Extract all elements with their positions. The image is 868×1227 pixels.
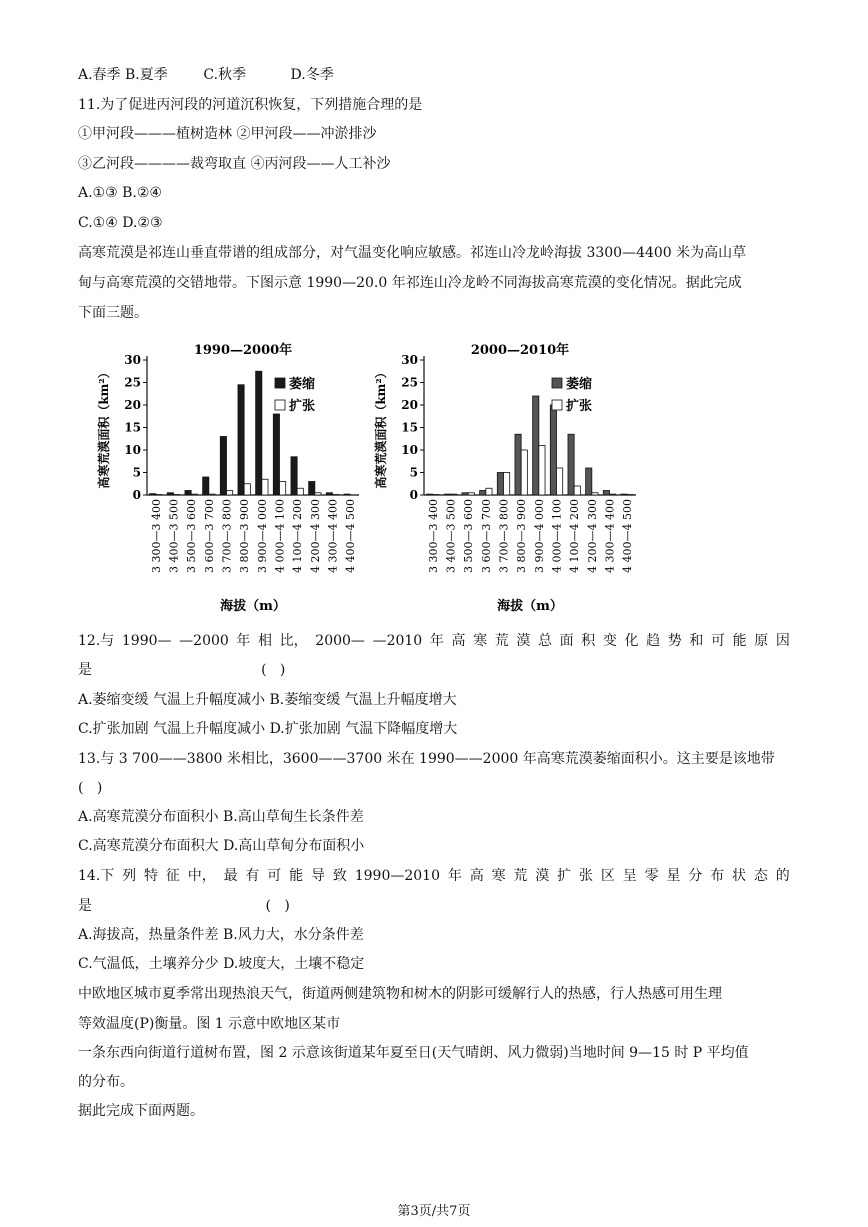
stem-word: 年 [236, 633, 251, 649]
stem-word: 1990—2010 [354, 868, 440, 884]
q13-options-cd: C.高寒荒漠分布面积大 D.高山草甸分布面积小 [78, 838, 365, 854]
bar-expand [468, 493, 474, 495]
bar-shrink [444, 494, 450, 495]
stem-word: 年 [447, 868, 462, 884]
intro-line-1: 高寒荒漠是祁连山垂直带谱的组成部分，对气温变化响应敏感。祁连山冷龙岭海拔 3300—4400 米为高山草 [78, 245, 747, 261]
chart-title: 2000—2010年 [470, 343, 570, 358]
q12-options-ab: A.萎缩变缓 气温上升幅度减小 B.萎缩变缓 气温上升幅度增大 [78, 692, 457, 708]
passage2-line-3: 一条东西向街道行道树布置，图 2 示意该街道某年夏至日(天气晴朗、风力微弱)当地时间 9—15 时 P 平均值 [78, 1045, 749, 1061]
legend-label: 扩张 [289, 399, 316, 414]
stem-word: 变 [602, 633, 617, 649]
stem-word: —2000 [179, 633, 229, 649]
y-tick-label: 15 [124, 420, 141, 435]
stem-word: 势 [667, 633, 682, 649]
bar-expand [191, 494, 197, 495]
stem-word: 原 [754, 633, 769, 649]
bar-expand [297, 488, 303, 495]
stem-word: 中， [187, 868, 216, 884]
bar-shrink [497, 473, 503, 496]
stem-word: 状 [732, 868, 747, 884]
stem-word: 态 [753, 868, 768, 884]
legend-swatch [552, 400, 562, 410]
x-tick-label [256, 499, 269, 573]
stem-word: 14.下 [78, 868, 115, 884]
passage2-line-4: 的分布。 [78, 1074, 134, 1090]
stem-word: 扩 [557, 868, 572, 884]
x-tick-label [291, 499, 304, 573]
bar-shrink [220, 437, 226, 496]
stem-word: 可 [267, 868, 282, 884]
stem-word: —2010 [372, 633, 423, 649]
q14-options-ab: A.海拔高，热量条件差 B.风力大，水分条件差 [78, 927, 364, 943]
bar-expand [504, 473, 510, 496]
q12-stem-end: 是 ( ) [78, 662, 286, 678]
stem-word: 星 [666, 868, 681, 884]
stem-word: 最 [223, 868, 238, 884]
y-tick-label: 20 [401, 398, 418, 412]
bar-shrink [603, 491, 609, 496]
stem-word: 荒 [494, 633, 509, 649]
stem-word: 积 [581, 633, 596, 649]
q11-options-ab: A.①③ B.②④ [78, 185, 162, 201]
x-tick-label: 3 400—3 500 [167, 499, 181, 573]
bar-shrink [238, 385, 244, 495]
x-tick-label: 4 200—4 300 [308, 499, 322, 573]
stem-word: 张 [579, 868, 593, 884]
q11-stem: 11.为了促进丙河段的河道沉积恢复，下列措施合理的是 [78, 97, 423, 113]
q11-statements-2: ③乙河段————裁弯取直 ④丙河段——人工补沙 [78, 156, 391, 172]
stem-word: 分 [688, 868, 703, 884]
legend-label: 萎缩 [289, 377, 316, 392]
bar-shrink [515, 434, 521, 495]
x-tick-label: 3 800—3 900 [238, 499, 252, 573]
q14-stem [78, 867, 790, 885]
y-tick-label: 5 [132, 465, 141, 480]
stem-word: 能 [732, 633, 747, 649]
x-tick-label [274, 499, 287, 573]
bar-expand [557, 468, 563, 495]
x-tick-label [221, 499, 234, 573]
stem-word: 比， [279, 633, 308, 649]
bar-expand [574, 486, 580, 495]
stem-word: 和 [689, 633, 704, 649]
stem-word: 荒 [513, 868, 528, 884]
bar-shrink [167, 493, 173, 495]
bar-expand [262, 479, 268, 495]
y-tick-label: 30 [401, 353, 418, 367]
bar-shrink [256, 371, 262, 495]
bar-expand [486, 488, 492, 495]
q13-options-ab: A.高寒荒漠分布面积小 B.高山草甸生长条件差 [78, 809, 364, 825]
bar-shrink [427, 494, 433, 495]
passage2-line-5: 据此完成下面两题。 [78, 1103, 204, 1119]
stem-word: 可 [710, 633, 725, 649]
stem-word: 寒 [491, 868, 506, 884]
y-tick-label: 10 [401, 443, 418, 457]
bar-shrink [621, 494, 627, 495]
x-tick-label [168, 499, 181, 573]
stem-word: 有 [245, 868, 260, 884]
bar-shrink [568, 434, 574, 495]
stem-word: 因 [775, 633, 790, 649]
intro-line-2: 甸与高寒荒漠的交错地带。下图示意 1990—20.0 年祁连山冷龙岭不同海拔高寒荒漠的变化情况。据此完成 [78, 275, 742, 291]
q10-options: A.春季 B.夏季 C.秋季 D.冬季 [78, 67, 334, 83]
y-tick-label: 10 [124, 443, 141, 457]
stem-word: 漠 [535, 868, 550, 884]
y-tick-label: 30 [124, 353, 141, 367]
bar-expand [227, 491, 233, 496]
x-axis-label: 海拔（m） [220, 599, 286, 614]
bar-shrink [309, 482, 315, 496]
bar-shrink [273, 414, 279, 495]
stem-word: 趋 [646, 633, 661, 649]
stem-word: 总 [537, 633, 552, 649]
bar-expand [451, 494, 457, 495]
y-tick-label: 0 [409, 488, 418, 502]
bar-expand [539, 446, 545, 496]
stem-word: 的 [775, 868, 790, 884]
intro-line-3: 下面三题。 [78, 305, 148, 321]
stem-word: 征 [165, 868, 180, 884]
q14-stem-end: 是 ( ) [78, 898, 290, 914]
stem-word: 呈 [622, 868, 637, 884]
bar-shrink [326, 493, 332, 495]
stem-word: 2000— [315, 633, 365, 649]
y-tick-label: 0 [132, 488, 141, 502]
x-tick-label: 4 300—4 400 [326, 499, 340, 573]
legend-swatch [552, 378, 562, 388]
x-tick-label [185, 499, 198, 573]
x-tick-label: 3 700—3 800 [220, 499, 234, 573]
bar-shrink [462, 493, 468, 495]
bar-expand [209, 494, 215, 495]
bar-shrink [185, 491, 191, 496]
y-tick-label: 25 [124, 375, 141, 390]
y-axis-label: 高寒荒漠面积（km²） [374, 366, 388, 489]
y-axis-label: 高寒荒漠面积（km²） [97, 366, 111, 489]
legend-label: 萎缩 [566, 377, 593, 392]
stem-word: 面 [559, 633, 574, 649]
y-tick-label: 5 [409, 465, 418, 480]
passage2-line-2: 等效温度(P)衡量。图 1 示意中欧地区某市 [78, 1016, 341, 1032]
legend-swatch [275, 400, 285, 410]
bar-expand [521, 450, 527, 495]
bar-expand [244, 484, 250, 495]
bar-expand [315, 493, 321, 495]
q12-options-cd: C.扩张加剧 气温上升幅度减小 D.扩张加剧 气温下降幅度增大 [78, 721, 458, 737]
x-tick-label: 4 400—4 500 [621, 499, 635, 573]
stem-word: 零 [644, 868, 659, 884]
bar-expand [280, 482, 286, 496]
bar-expand [592, 493, 598, 495]
stem-word: 12.与 [78, 633, 115, 649]
y-tick-label: 20 [124, 398, 141, 412]
legend-swatch [275, 378, 285, 388]
bar-expand [610, 494, 616, 495]
bar-shrink [344, 494, 350, 495]
q11-options-cd: C.①④ D.②③ [78, 215, 163, 231]
stem-word: 致 [332, 868, 347, 884]
q14-options-cd: C.气温低，土壤养分少 D.坡度大，土壤不稳定 [78, 956, 365, 972]
q12-stem [78, 632, 790, 650]
stem-word: 漠 [516, 633, 531, 649]
stem-word: 高 [451, 633, 466, 649]
chart-1990-2000 [95, 338, 370, 618]
bar-shrink [203, 477, 209, 495]
x-tick-label [150, 499, 163, 573]
x-tick-label: 3 900—4 000 [255, 499, 269, 573]
stem-word: 寒 [473, 633, 488, 649]
q13-stem: 13.与 3 700——3800 米相比，3600——3700 米在 1990——2000 年高寒荒漠萎缩面积小。这主要是该地带 [78, 751, 775, 767]
x-tick-label: 4 000—4 100 [273, 499, 287, 573]
x-tick-label [238, 499, 251, 573]
x-tick-label: 4 400—4 500 [344, 499, 358, 573]
x-tick-label [327, 499, 340, 573]
x-tick-label: 3 600—3 700 [202, 499, 216, 573]
page-footer: 第3页/共7页 [397, 1204, 471, 1219]
stem-word: 能 [289, 868, 304, 884]
q11-statements-1: ①甲河段———植树造林 ②甲河段——冲淤排沙 [78, 126, 377, 142]
stem-word: 特 [143, 868, 158, 884]
stem-word: 相 [258, 633, 273, 649]
stem-word: 化 [624, 633, 639, 649]
stem-word: 导 [311, 868, 325, 884]
stem-word: 区 [600, 868, 615, 884]
stem-word: 年 [429, 633, 444, 649]
stem-word: 列 [122, 868, 137, 884]
bar-shrink [586, 468, 592, 495]
y-tick-label: 25 [401, 375, 418, 390]
passage2-line-1: 中欧地区城市夏季常出现热浪天气，街道两侧建筑物和树木的阴影可缓解行人的热感，行人热感可用生理 [78, 986, 722, 1002]
stem-word: 高 [469, 868, 484, 884]
x-tick-label [309, 499, 322, 573]
bar-shrink [291, 457, 297, 495]
bar-shrink [150, 494, 156, 495]
chart-title: 1990—2000年 [193, 343, 293, 358]
stem-word: 布 [710, 868, 725, 884]
stem-word: 1990— [121, 633, 172, 649]
bar-shrink [533, 396, 539, 495]
x-axis-label: 海拔（m） [497, 599, 563, 614]
x-tick-label: 3 300—3 400 [149, 499, 163, 573]
x-tick-label: 4 100—4 200 [291, 499, 305, 573]
q13-paren: ( ) [78, 780, 103, 796]
bar-shrink [480, 491, 486, 496]
y-tick-label: 15 [401, 420, 418, 435]
legend-label: 扩张 [566, 399, 593, 414]
x-tick-label [203, 499, 216, 573]
bar-shrink [550, 405, 556, 495]
x-tick-label: 3 500—3 600 [185, 499, 199, 573]
